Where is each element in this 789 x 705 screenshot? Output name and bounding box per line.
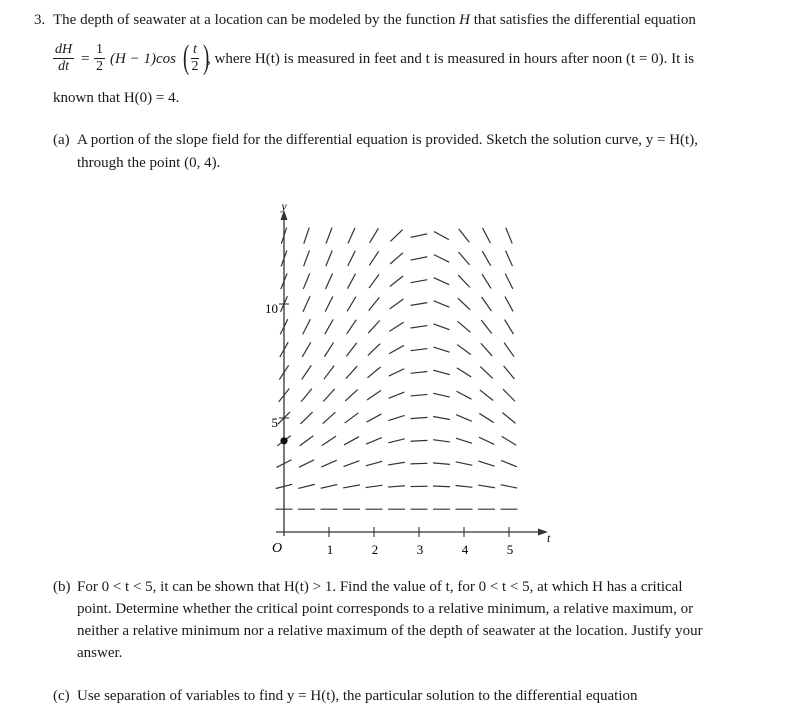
slope-segment <box>411 303 428 306</box>
right-paren: ) <box>203 41 209 75</box>
slope-segment <box>434 324 450 330</box>
slope-segment <box>456 486 473 488</box>
slope-segment <box>323 412 336 423</box>
slope-segment <box>346 366 357 379</box>
slope-segment <box>389 345 404 353</box>
slope-segment <box>321 485 338 489</box>
slope-segment <box>390 276 403 287</box>
slope-segment <box>502 436 517 445</box>
slope-segment <box>326 273 333 289</box>
slope-segment <box>367 414 382 422</box>
slope-segment <box>456 462 473 466</box>
part-b-line3: neither a relative minimum nor a relative maximum of the depth of seawater at the location. Justify your <box>77 622 703 640</box>
slope-segment <box>411 463 428 464</box>
slope-segment <box>348 251 355 266</box>
half-numerator: 1 <box>94 42 105 59</box>
slope-segment <box>478 461 494 466</box>
slope-segment <box>346 343 356 356</box>
slope-segment <box>503 389 515 401</box>
slope-segment <box>433 370 449 374</box>
x-tick-label-4: 4 <box>462 542 469 557</box>
slope-segment <box>348 228 355 244</box>
slope-segment <box>482 274 491 288</box>
one-half-fraction <box>94 42 105 75</box>
slope-segment <box>502 413 515 424</box>
slope-segment <box>347 297 356 312</box>
x-tick-label-3: 3 <box>417 542 424 557</box>
slope-segment <box>388 415 404 420</box>
slope-segment <box>322 436 336 445</box>
slope-segment <box>457 345 471 355</box>
slope-segment <box>347 320 357 334</box>
slope-segment <box>323 389 334 402</box>
slope-segment <box>456 415 472 422</box>
part-c-label: (c) <box>53 687 70 705</box>
slope-segment <box>479 437 494 444</box>
slope-segment <box>368 344 380 356</box>
slope-segment <box>433 440 450 442</box>
slope-segment <box>434 255 449 263</box>
slope-segment <box>302 365 312 379</box>
axis-ticks <box>279 304 509 537</box>
part-b-label: (b) <box>53 578 71 596</box>
dh-dt-fraction <box>53 42 74 75</box>
slope-segment <box>300 436 314 446</box>
slope-segment <box>304 250 310 266</box>
where-text: , where H(t) is measured in feet and t is measured in hours after noon (t = 0). It is <box>207 50 694 68</box>
intro-tail: that satisfies the differential equation <box>474 12 696 28</box>
slope-segment <box>326 251 332 267</box>
slope-segment <box>434 278 450 285</box>
dh-numerator: dH <box>53 42 74 59</box>
slope-segment <box>321 460 337 467</box>
slope-segment <box>411 257 428 260</box>
slope-segment <box>345 389 357 401</box>
slope-segment <box>433 347 449 352</box>
slope-segment <box>344 461 360 467</box>
slope-segment <box>434 232 449 240</box>
slope-segment <box>458 321 471 332</box>
slope-segment <box>483 228 491 243</box>
slope-segment <box>457 368 471 377</box>
slope-segment <box>504 343 514 357</box>
slope-segment <box>300 412 312 424</box>
slope-segment <box>506 251 513 267</box>
half-denominator: 2 <box>94 59 105 75</box>
slope-segment <box>411 349 428 351</box>
part-c-line1: Use separation of variables to find y = H(t), the particular solution to the differential equation <box>77 687 638 705</box>
slope-segment <box>411 417 428 418</box>
slope-segment <box>302 342 311 357</box>
slope-segment <box>389 322 403 331</box>
slope-segment <box>343 485 360 488</box>
slope-segment <box>411 326 428 328</box>
slope-segment <box>481 343 492 356</box>
slope-segment <box>433 463 450 465</box>
x-axis-label: t <box>547 531 551 545</box>
slope-segment <box>505 320 514 334</box>
slope-segment <box>458 298 470 310</box>
slope-segment <box>505 274 513 289</box>
part-a-line1: A portion of the slope field for the differential equation is provided. Sketch the solution curve, y = H(t), <box>77 131 698 149</box>
intro-text: The depth of seawater at a location can be modeled by the function <box>53 12 455 28</box>
slope-segment <box>456 391 471 399</box>
part-b-line2: point. Determine whether the critical point corresponds to a relative minimum, a relative maximum, or <box>77 600 693 618</box>
slope-segment <box>366 485 383 487</box>
slope-segment <box>388 486 405 487</box>
slope-segment <box>303 273 309 289</box>
problem-intro <box>53 11 696 29</box>
slope-segment <box>367 390 381 400</box>
slope-segment <box>388 439 405 443</box>
slope-segment <box>505 297 513 312</box>
slope-segment <box>347 274 355 289</box>
slope-segment <box>324 342 333 356</box>
x-tick-label-1: 1 <box>327 542 334 557</box>
known-text: known that H(0) = 4. <box>53 89 179 107</box>
slope-segment <box>370 228 379 243</box>
problem-number: 3. <box>34 11 45 29</box>
slope-segment <box>458 252 469 265</box>
initial-point-marker <box>280 437 287 444</box>
slope-segment <box>324 366 334 380</box>
slope-segment <box>366 438 382 444</box>
x-tick-label-5: 5 <box>507 542 514 557</box>
eq-middle: (H − 1)cos <box>110 50 176 68</box>
slope-segment <box>390 253 403 264</box>
x-tick-label-2: 2 <box>372 542 379 557</box>
slope-segment <box>480 390 493 401</box>
slope-segments <box>276 228 518 510</box>
slope-segment <box>369 251 378 265</box>
slope-segment <box>478 485 495 488</box>
t-denominator: 2 <box>191 59 199 75</box>
slope-segment <box>459 229 470 242</box>
slope-segment <box>301 389 312 402</box>
part-b-line1: For 0 < t < 5, it can be shown that H(t) > 1. Find the value of t, for 0 < t < 5, at which H has a critical <box>77 578 683 596</box>
slope-segment <box>390 230 402 242</box>
slope-segment <box>368 321 379 334</box>
slope-segment <box>325 296 333 311</box>
part-b-line4: answer. <box>77 644 122 662</box>
slope-segment <box>369 274 379 288</box>
var-h: H <box>459 12 470 28</box>
slope-segment <box>504 366 515 379</box>
slope-segment <box>304 228 309 244</box>
slope-segment <box>433 486 450 487</box>
slope-segment <box>506 228 512 244</box>
slope-segment <box>345 413 359 423</box>
y-tick-label-5: 5 <box>272 415 279 430</box>
origin-label: O <box>272 541 282 556</box>
slope-segment <box>411 280 428 283</box>
left-paren: ( <box>183 41 189 75</box>
slope-segment <box>366 461 382 465</box>
slope-segment <box>411 371 428 373</box>
slope-segment <box>303 296 310 311</box>
slope-segment <box>433 393 450 397</box>
t-half-fraction <box>191 42 199 75</box>
slope-segment <box>411 440 428 441</box>
slope-segment <box>367 367 380 378</box>
slope-segment <box>390 299 404 309</box>
slope-segment <box>388 462 405 465</box>
slope-segment <box>326 228 332 244</box>
y-axis-label: y <box>280 199 287 213</box>
slope-segment <box>482 297 492 311</box>
slope-segment <box>501 485 518 488</box>
part-a-label: (a) <box>53 131 70 149</box>
slope-segment <box>411 394 428 396</box>
slope-segment <box>482 251 490 266</box>
y-tick-label-10: 10 <box>265 301 278 316</box>
slope-segment <box>481 320 492 333</box>
slope-segment <box>389 392 405 398</box>
slope-segment <box>411 234 428 238</box>
slope-segment <box>298 484 315 488</box>
slope-segment <box>369 297 380 310</box>
t-numerator: t <box>191 42 199 59</box>
slope-segment <box>299 460 314 468</box>
slope-segment <box>456 438 472 443</box>
slope-segment <box>501 460 517 466</box>
slope-segment <box>325 319 333 334</box>
dt-denominator: dt <box>53 59 74 75</box>
slope-segment <box>479 413 493 422</box>
slope-segment <box>433 416 450 419</box>
part-a-line2: through the point (0, 4). <box>77 154 220 172</box>
equals-sign: = <box>81 50 89 68</box>
slope-segment <box>344 437 359 445</box>
slope-segment <box>303 319 311 334</box>
slope-segment <box>480 367 492 379</box>
slope-segment <box>389 369 404 376</box>
slope-field-chart <box>250 196 560 566</box>
slope-segment <box>458 275 470 287</box>
slope-segment <box>434 301 450 307</box>
